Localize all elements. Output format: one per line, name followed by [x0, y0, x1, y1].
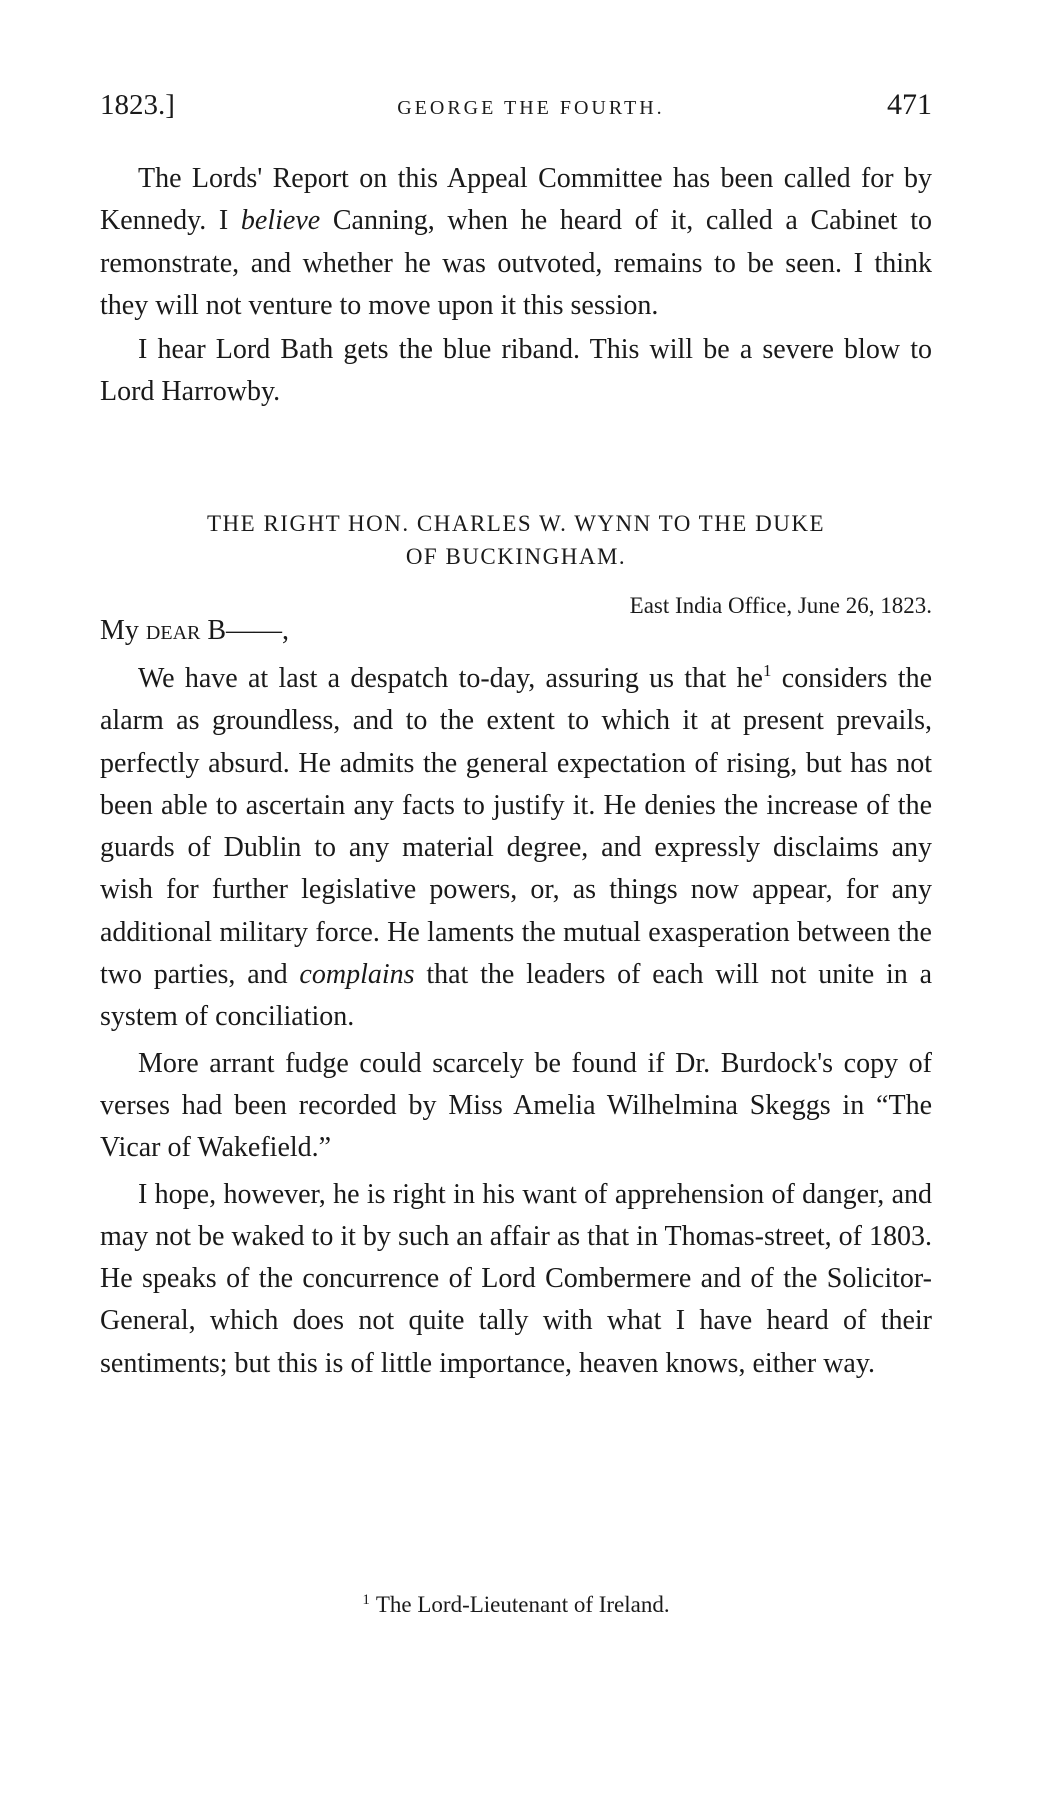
footnote-mark: 1	[362, 1592, 370, 1608]
text-run: Canning, when he heard of it, called a Cabinet to remonstrate, and whether he was outvoted, remains to be seen. I think they will not venture to move upon it this session.	[100, 205, 932, 321]
page-number: 471	[886, 88, 932, 121]
paragraph: I hope, however, he is right in his want of apprehension of danger, and may not be waked to it by such an affair as that in Thomas-street, of 1803. He speaks of the concurrence of Lord Combermere and of the Solicitor-General, which does not quite tally with what I have heard of their sentiments; but this is of little importance, heaven knows, either way.	[100, 1178, 932, 1379]
running-header	[100, 88, 932, 128]
footnote	[100, 1592, 932, 1618]
heading-line: THE RIGHT HON. CHARLES W. WYNN TO THE DUKE	[207, 511, 825, 536]
text-run: The Lords' Report on this Appeal Committee has been called for by Kennedy. I	[100, 163, 932, 237]
footnote-text: The Lord-Lieutenant of Ireland.	[375, 1592, 670, 1617]
salutation-dear: dear	[145, 615, 201, 646]
text-run: that the leaders of each will not unite in a system of conciliation.	[100, 959, 932, 1033]
intro-text	[100, 158, 932, 414]
italic-text: complains	[299, 959, 415, 991]
letter-body	[100, 658, 932, 1385]
dateline: East India Office, June 26, 1823.	[629, 593, 932, 618]
running-title: GEORGE THE FOURTH.	[397, 97, 665, 119]
paragraph	[100, 158, 932, 327]
letter-heading	[100, 507, 932, 573]
header-year: 1823.]	[100, 89, 175, 121]
salutation	[100, 615, 289, 647]
text-run: We have at last a despatch to-day, assuring us that he	[138, 663, 763, 694]
footnote-ref: 1	[763, 661, 772, 680]
paragraph: More arrant fudge could scarcely be found if Dr. Burdock's copy of verses had been recorded by Miss Amelia Wilhelmina Skeggs in “The Vicar of Wakefield.”	[100, 1047, 932, 1164]
heading-line: OF BUCKINGHAM.	[405, 544, 627, 569]
text-run: considers the alarm as groundless, and to the extent to which it at present prevails, perfectly absurd. He admits the general expectation of rising, but has not been able to ascertain any facts to justify it. He denies the increase of the guards of Dublin to any material degree, and expressly disclaims any wish for further legislative powers, or, as things now appear, for any additional military force. He laments the mutual exasperation between the two parties, and	[100, 663, 932, 991]
paragraph	[100, 658, 932, 1039]
italic-text: believe	[240, 205, 321, 237]
salutation-name: B——,	[207, 615, 290, 646]
paragraph: I hear Lord Bath gets the blue riband. This will be a severe blow to Lord Harrowby.	[100, 334, 932, 408]
salutation-first: My	[100, 615, 139, 646]
